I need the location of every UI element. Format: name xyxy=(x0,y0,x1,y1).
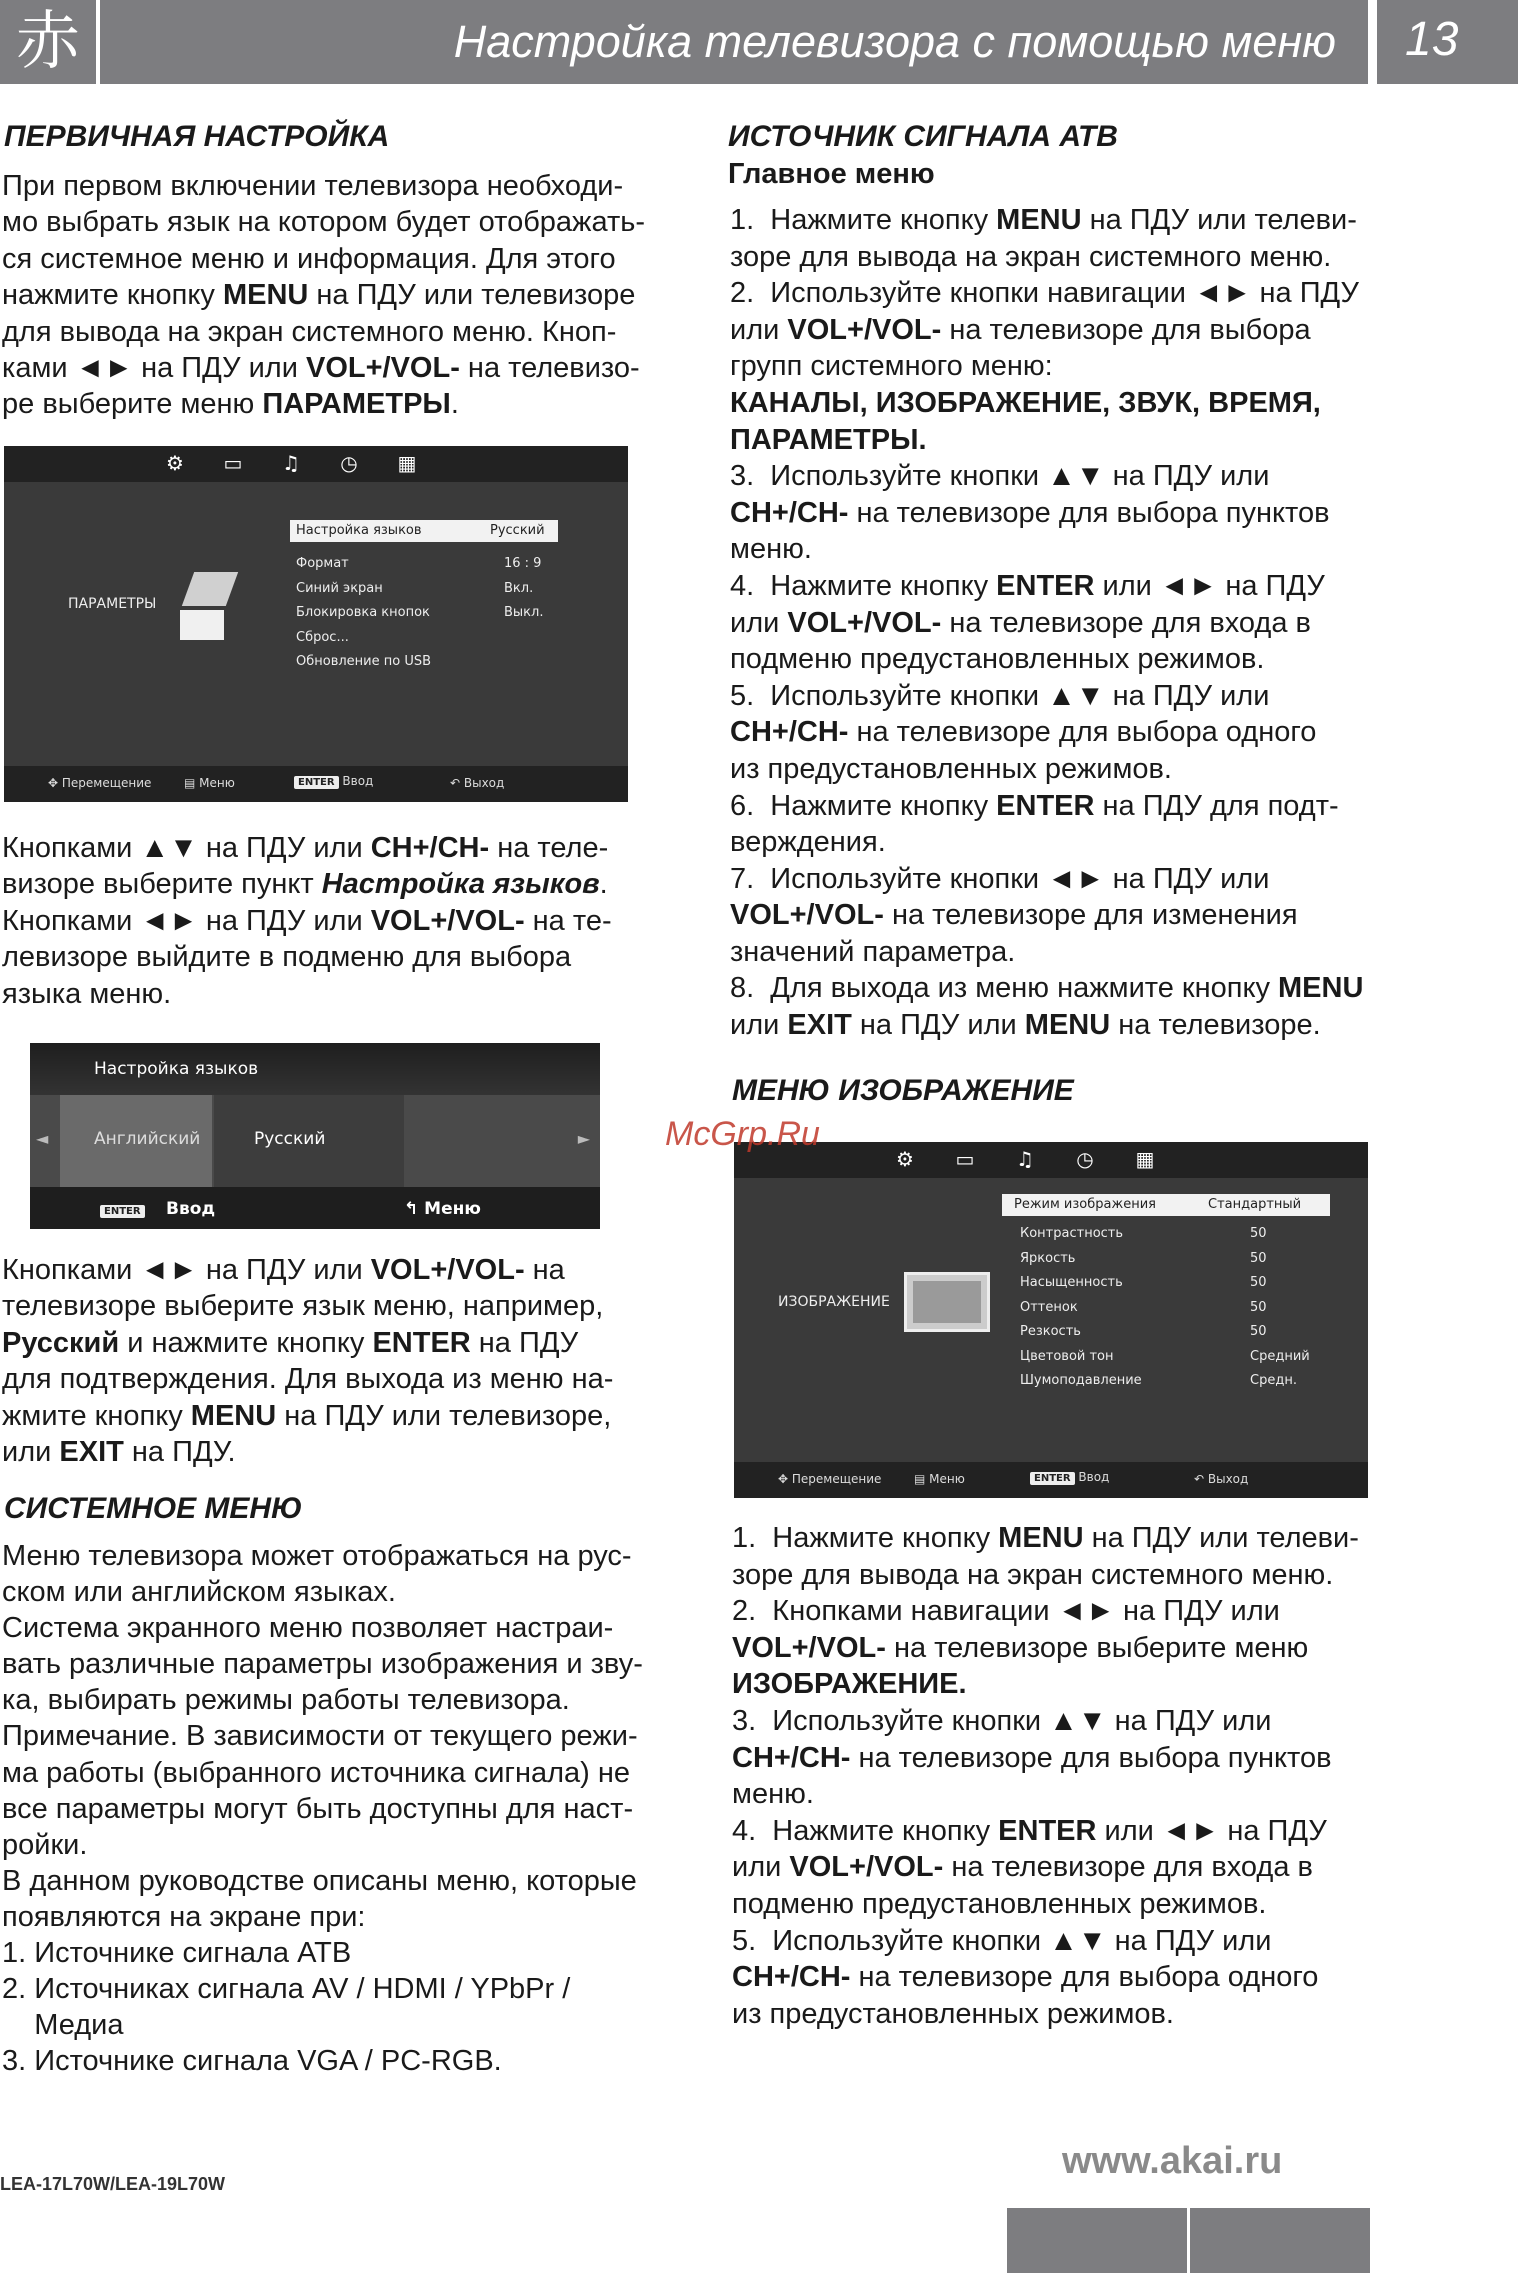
menu-item-value: 50 xyxy=(1250,1275,1267,1290)
tv-screen-image xyxy=(734,1142,1368,1498)
menu-hint: ▤ Меню xyxy=(914,1472,965,1486)
language-footer xyxy=(30,1187,600,1229)
enter-hint: ENTER Ввод xyxy=(294,774,373,789)
menu-item-value: 50 xyxy=(1250,1226,1267,1241)
atv-steps: 1. Нажмите кнопку MENU на ПДУ или телеви- зоре для вывода на экран системного меню. 2. Используйте кнопки навигации ◄► на ПДУ или VOL+/VOL- на телевизоре для выбора групп системного меню: КАНАЛЫ, ИЗОБРАЖЕНИЕ, ЗВУК, ВРЕМЯ, ПАРАМЕТРЫ. 3. Используйте кнопки ▲▼ на ПДУ или CH+/CH- на телевизоре для выбора пунктов меню. 4. Нажмите кнопку ENTER или ◄► на ПДУ или VOL+/VOL- на телевизоре для входа в подменю предустановленных режимов. 5. Используйте кнопки ▲▼ на ПДУ или CH+/CH- на телевизоре для выбора одного из предустановленных режимов. 6. Нажмите кнопку ENTER на ПДУ для подт- верждения. 7. Используйте кнопки ◄► на ПДУ или VOL+/VOL- на телевизоре для изменения значений параметра. 8. Для выхода из меню нажмите кнопку MENU или EXIT на ПДУ или MENU на телевизоре. xyxy=(730,204,1364,1042)
tv-footer xyxy=(4,766,628,802)
selected-row[interactable] xyxy=(290,520,558,542)
watermark: McGrp.Ru xyxy=(665,1115,820,1153)
menu-item-value: Выкл. xyxy=(504,605,544,620)
header-bar xyxy=(100,0,1368,84)
menu-item-label: Резкость xyxy=(1020,1324,1081,1339)
exit-hint: ↶ Выход xyxy=(450,776,505,790)
section-label: ПАРАМЕТРЫ xyxy=(68,596,157,612)
clock-icon: ◷ xyxy=(1076,1147,1094,1171)
menu-item-value: 50 xyxy=(1250,1299,1267,1315)
enter-hint: ENTER xyxy=(100,1199,145,1218)
parameters-box-graphic xyxy=(174,572,234,646)
menu-item-value: Средний xyxy=(1250,1348,1310,1364)
language-options xyxy=(30,1095,600,1187)
clock-icon: ◷ xyxy=(340,451,358,475)
image-steps: 1. Нажмите кнопку MENU на ПДУ или телеви- зоре для вывода на экран системного меню. 2. Кнопками навигации ◄► на ПДУ или VOL+/VOL- на телевизоре выберите меню ИЗОБРАЖЕНИЕ. 3. Используйте кнопки ▲▼ на ПДУ или CH+/CH- на телевизоре для выбора пунктов меню. 4. Нажмите кнопку ENTER или ◄► на ПДУ или VOL+/VOL- на телевизоре для входа в подменю предустановленных режимов. 5. Используйте кнопки ▲▼ на ПДУ или CH+/CH- на телевизоре для выбора одного из предустановленных режимов. xyxy=(732,1522,1359,2030)
system-menu-text: Меню телевизора может отображаться на рус- ском или английском языках. Система экранного меню позволяет настраи- вать различные параметры изображения и зву- ка, выбирать режимы работы телевизора. Примечание. В зависимости от текущего режи- ма работы (выбранного источника сигнала) не все параметры могут быть доступны для наст- ройки. В данном руководстве описаны меню, которые появляются на экране при: 1. Источнике сигнала АТВ 2. Источниках сигнала AV / HDMI / YPbPr / Медиа 3. Источнике сигнала VGA / PC-RGB. xyxy=(2,1540,643,2078)
monitor-icon: ▭ xyxy=(223,451,243,475)
grid-icon: ▦ xyxy=(397,451,417,475)
model-number: LEA-17L70W/LEA-19L70W xyxy=(0,2174,226,2194)
tv-screen-language xyxy=(30,1043,600,1229)
enter-label: Ввод xyxy=(166,1199,216,1219)
enter-hint: ENTER Ввод xyxy=(1030,1470,1109,1485)
arrow-right-icon[interactable]: ► xyxy=(577,1129,590,1148)
menu-item-label: Яркость xyxy=(1020,1250,1076,1266)
selected-value: Стандартный xyxy=(1208,1197,1302,1212)
tv-graphic xyxy=(904,1272,990,1332)
language-select-text: Кнопками ▲▼ на ПДУ или CH+/CH- на теле- визоре выберите пункт Настройка языков. Кнопками ◄► на ПДУ или VOL+/VOL- на те- левизоре выйдите в подменю для выбора языка меню. xyxy=(2,832,612,1010)
logo-glyph: 赤 xyxy=(16,5,80,79)
menu-item-value: 50 xyxy=(1250,1324,1267,1339)
menu-hint: ▤ Меню xyxy=(184,776,235,790)
menu-item-label: Формат xyxy=(296,556,349,571)
music-icon: ♫ xyxy=(282,451,300,475)
brand-logo xyxy=(0,0,96,84)
page-title: Настройка телевизора с помощью меню xyxy=(453,16,1336,67)
primary-setup-heading: ПЕРВИЧНАЯ НАСТРОЙКА xyxy=(4,120,390,153)
menu-item-label: Обновление по USB xyxy=(296,654,432,669)
menu-item-label: Насыщенность xyxy=(1020,1275,1123,1290)
option-english[interactable] xyxy=(60,1095,212,1187)
menu-item-label: Синий экран xyxy=(296,580,383,596)
section-label: ИЗОБРАЖЕНИЕ xyxy=(778,1294,890,1310)
menu-item-label: Оттенок xyxy=(1020,1299,1078,1315)
exit-hint: ↶ Выход xyxy=(1194,1472,1249,1486)
selected-row[interactable] xyxy=(1002,1194,1330,1216)
move-hint: ✥ Перемещение xyxy=(778,1472,882,1486)
primary-setup-text: При первом включении телевизора необходи- мо выбрать язык на котором будет отображать- ся системное меню и информация. Для этого нажмите кнопку MENU на ПДУ или телевизоре для вывода на экран системного меню. Кноп- ками ◄► на ПДУ или VOL+/VOL- на телевизо- ре выберите меню ПАРАМЕТРЫ. xyxy=(2,170,645,421)
selected-label: Режим изображения xyxy=(1014,1197,1156,1212)
menu-item-value: Вкл. xyxy=(504,580,534,596)
menu-item-label: Шумоподавление xyxy=(1020,1373,1142,1388)
menu-item-value: 50 xyxy=(1250,1250,1267,1266)
footer-block-left xyxy=(1007,2208,1187,2273)
language-title: Настройка языков xyxy=(94,1059,259,1079)
page-number-box xyxy=(1377,0,1518,84)
website-link[interactable]: www.akai.ru xyxy=(1062,2140,1283,2182)
tv-footer xyxy=(734,1462,1368,1498)
gear-icon: ⚙ xyxy=(896,1147,914,1171)
image-menu-heading: МЕНЮ ИЗОБРАЖЕНИЕ xyxy=(732,1074,1074,1107)
language-title-bar xyxy=(30,1043,600,1095)
tv-menu-tabs xyxy=(4,446,628,482)
music-icon: ♫ xyxy=(1016,1147,1034,1171)
menu-item-value: Средн. xyxy=(1250,1373,1297,1388)
grid-icon: ▦ xyxy=(1135,1147,1155,1171)
monitor-icon: ▭ xyxy=(955,1147,975,1171)
system-menu-heading: СИСТЕМНОЕ МЕНЮ xyxy=(4,1492,303,1525)
menu-item-value: 16 : 9 xyxy=(504,556,542,571)
gear-icon: ⚙ xyxy=(166,451,184,475)
menu-item-label: Цветовой тон xyxy=(1020,1348,1114,1364)
page-number: 13 xyxy=(1405,13,1459,66)
menu-item-label: Блокировка кнопок xyxy=(296,605,430,620)
option-russian-label: Русский xyxy=(254,1129,326,1149)
option-russian[interactable] xyxy=(214,1095,404,1187)
footer-block-right xyxy=(1190,2208,1370,2273)
arrow-left-icon[interactable]: ◄ xyxy=(36,1129,49,1148)
move-hint: ✥ Перемещение xyxy=(48,776,152,790)
atv-heading: ИСТОЧНИК СИГНАЛА АТВ xyxy=(728,120,1118,153)
main-menu-label: Главное меню xyxy=(728,158,935,190)
menu-item-label: Контрастность xyxy=(1020,1226,1124,1241)
menu-hint: ↰ Меню xyxy=(404,1199,481,1219)
menu-item-label: Сброс... xyxy=(296,629,349,645)
language-confirm-text: Кнопками ◄► на ПДУ или VOL+/VOL- на телевизоре выберите язык меню, например, Русский и нажмите кнопку ENTER на ПДУ для подтверждения. Для выхода из меню на- жмите кнопку MENU на ПДУ или телевизоре, или EXIT на ПДУ. xyxy=(2,1254,614,1469)
tv-screen-parameters xyxy=(4,446,628,802)
option-english-label: Английский xyxy=(94,1129,201,1149)
selected-label: Настройка языков xyxy=(296,523,422,538)
selected-value: Русский xyxy=(490,523,545,538)
tv-menu-tabs xyxy=(734,1142,1368,1178)
